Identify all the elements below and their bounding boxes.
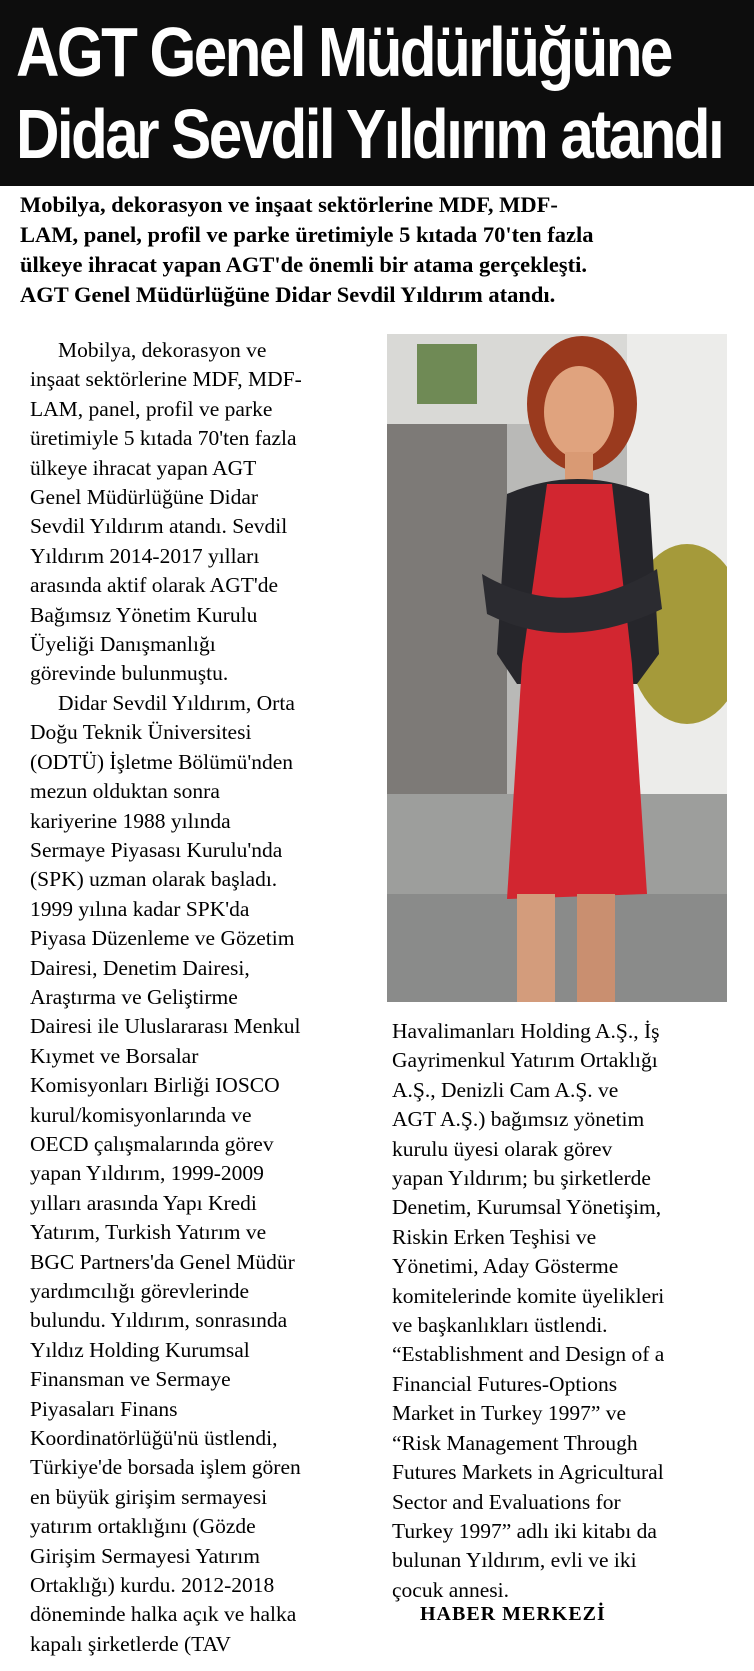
lead-line: LAM, panel, profil ve parke üretimiyle 5 kıtada 70'ten fazla (20, 222, 594, 247)
body-text-line: yapan Yıldırım, 1999-2009 (30, 1161, 264, 1186)
body-text-line: Komisyonları Birliği IOSCO (30, 1073, 280, 1098)
body-text-line: komitelerinde komite üyelikleri (392, 1283, 665, 1308)
body-text-line: Piyasa Düzenleme ve Gözetim (30, 926, 295, 951)
body-text-line: yılları arasında Yapı Kredi (30, 1190, 257, 1215)
body-text-line: Üyeliği Danışmanlığı (30, 632, 216, 657)
body-text-line: Yatırım, Turkish Yatırım ve (30, 1220, 267, 1245)
body-text-line: Turkey 1997” adlı iki kitabı da (392, 1518, 657, 1543)
body-text-line: A.Ş., Denizli Cam A.Ş. ve (392, 1077, 619, 1102)
body-text-line: OECD çalışmalarında görev (30, 1131, 274, 1156)
body-text-line: bulunan Yıldırım, evli ve iki (392, 1548, 637, 1573)
body-text-line: Gayrimenkul Yatırım Ortaklığı (392, 1048, 658, 1073)
body-text-line: kariyerine 1988 yılında (30, 808, 231, 833)
body-text-line: Didar Sevdil Yıldırım, Orta (58, 690, 295, 715)
body-text-line: “Risk Management Through (392, 1430, 638, 1455)
body-text-line: AGT A.Ş.) bağımsız yönetim (392, 1107, 645, 1132)
body-text-line: (ODTÜ) İşletme Bölümü'nden (30, 749, 294, 774)
portrait-photo (387, 334, 727, 1002)
body-column-left (30, 336, 366, 1659)
body-text-line: Financial Futures-Options (392, 1371, 618, 1396)
body-text-line: Yönetimi, Aday Gösterme (392, 1254, 619, 1279)
body-text-line: Bağımsız Yönetim Kurulu (30, 602, 258, 627)
body-text-line: çocuk annesi. (392, 1577, 510, 1602)
body-text-line: Koordinatörlüğü'nü üstlendi, (30, 1426, 278, 1451)
body-text-line: Finansman ve Sermaye (30, 1367, 231, 1392)
body-text-line: mezun olduktan sonra (30, 779, 220, 804)
body-text-line: Piyasaları Finans (30, 1396, 178, 1421)
lead-paragraph (20, 190, 735, 310)
headline-line-2: Didar Sevdil Yıldırım atandı (16, 95, 723, 173)
body-text-line: Dairesi, Denetim Dairesi, (30, 955, 250, 980)
body-text-line: Sermaye Piyasası Kurulu'nda (30, 837, 283, 862)
body-text-line: Denetim, Kurumsal Yönetişim, (392, 1195, 662, 1220)
body-text-line: bulundu. Yıldırım, sonrasında (30, 1308, 288, 1333)
body-text-line: arasında aktif olarak AGT'de (30, 573, 279, 598)
body-text-line: (SPK) uzman olarak başladı. (30, 867, 278, 892)
body-text-line: Girişim Sermayesi Yatırım (30, 1543, 260, 1568)
body-text-line: inşaat sektörlerine MDF, MDF- (30, 367, 302, 392)
body-text-line: Türkiye'de borsada işlem gören (30, 1455, 301, 1480)
body-text-line: Market in Turkey 1997” ve (392, 1401, 627, 1426)
body-text-line: Yıldız Holding Kurumsal (30, 1337, 250, 1362)
body-text-line: Riskin Erken Teşhisi ve (392, 1224, 597, 1249)
body-text-line: ülkeye ihracat yapan AGT (30, 455, 257, 480)
body-text-line: 1999 yılına kadar SPK'da (30, 896, 250, 921)
byline: HABER MERKEZİ (420, 1603, 606, 1625)
body-text-line: Futures Markets in Agricultural (392, 1460, 664, 1485)
body-text-line: yardımcılığı görevlerinde (30, 1279, 250, 1303)
body-text-line: en büyük girişim sermayesi (30, 1484, 268, 1509)
body-text-line: BGC Partners'da Genel Müdür (30, 1249, 295, 1274)
body-text-line: yapan Yıldırım; bu şirketlerde (392, 1166, 651, 1191)
lead-line: ülkeye ihracat yapan AGT'de önemli bir atama gerçekleşti. (20, 252, 588, 277)
body-text-line: LAM, panel, profil ve parke (30, 396, 273, 421)
lead-line: Mobilya, dekorasyon ve inşaat sektörlerine MDF, MDF- (20, 192, 558, 217)
body-text-line: kurulu üyesi olarak görev (392, 1136, 613, 1161)
body-text-line: Dairesi ile Uluslararası Menkul (30, 1014, 301, 1039)
body-text-line: Havalimanları Holding A.Ş., İş (392, 1019, 660, 1043)
body-text-line: Ortaklığı) kurdu. 2012-2018 (30, 1573, 275, 1598)
body-text-line: Yıldırım 2014-2017 yılları (30, 543, 260, 568)
headline-line-1: AGT Genel Müdürlüğüne (16, 13, 671, 91)
body-text-line: Kıymet ve Borsalar (30, 1043, 199, 1068)
body-text-line: kapalı şirketlerde (TAV (30, 1631, 231, 1656)
body-text-line: Genel Müdürlüğüne Didar (30, 485, 259, 510)
body-text-line: Mobilya, dekorasyon ve (58, 338, 267, 362)
portrait-illustration (387, 334, 727, 1002)
body-text-line: kurul/komisyonlarında ve (30, 1102, 252, 1127)
body-text-line: Sector and Evaluations for (392, 1489, 621, 1514)
body-text-line: ve başkanlıkları üstlendi. (392, 1313, 608, 1338)
body-text-line: görevinde bulunmuştu. (30, 661, 229, 686)
body-text-line: Sevdil Yıldırım atandı. Sevdil (30, 514, 288, 539)
body-text-line: Doğu Teknik Üniversitesi (30, 720, 252, 745)
body-text-line: Araştırma ve Geliştirme (30, 984, 238, 1009)
headline-banner (0, 0, 754, 186)
body-text-line: yatırım ortaklığını (Gözde (30, 1514, 256, 1539)
lead-line: AGT Genel Müdürlüğüne Didar Sevdil Yıldırım atandı. (20, 282, 556, 307)
body-column-right (392, 1017, 737, 1605)
body-text-line: döneminde halka açık ve halka (30, 1602, 297, 1627)
body-text-line: “Establishment and Design of a (392, 1342, 665, 1367)
body-text-line: üretimiyle 5 kıtada 70'ten fazla (30, 426, 297, 451)
